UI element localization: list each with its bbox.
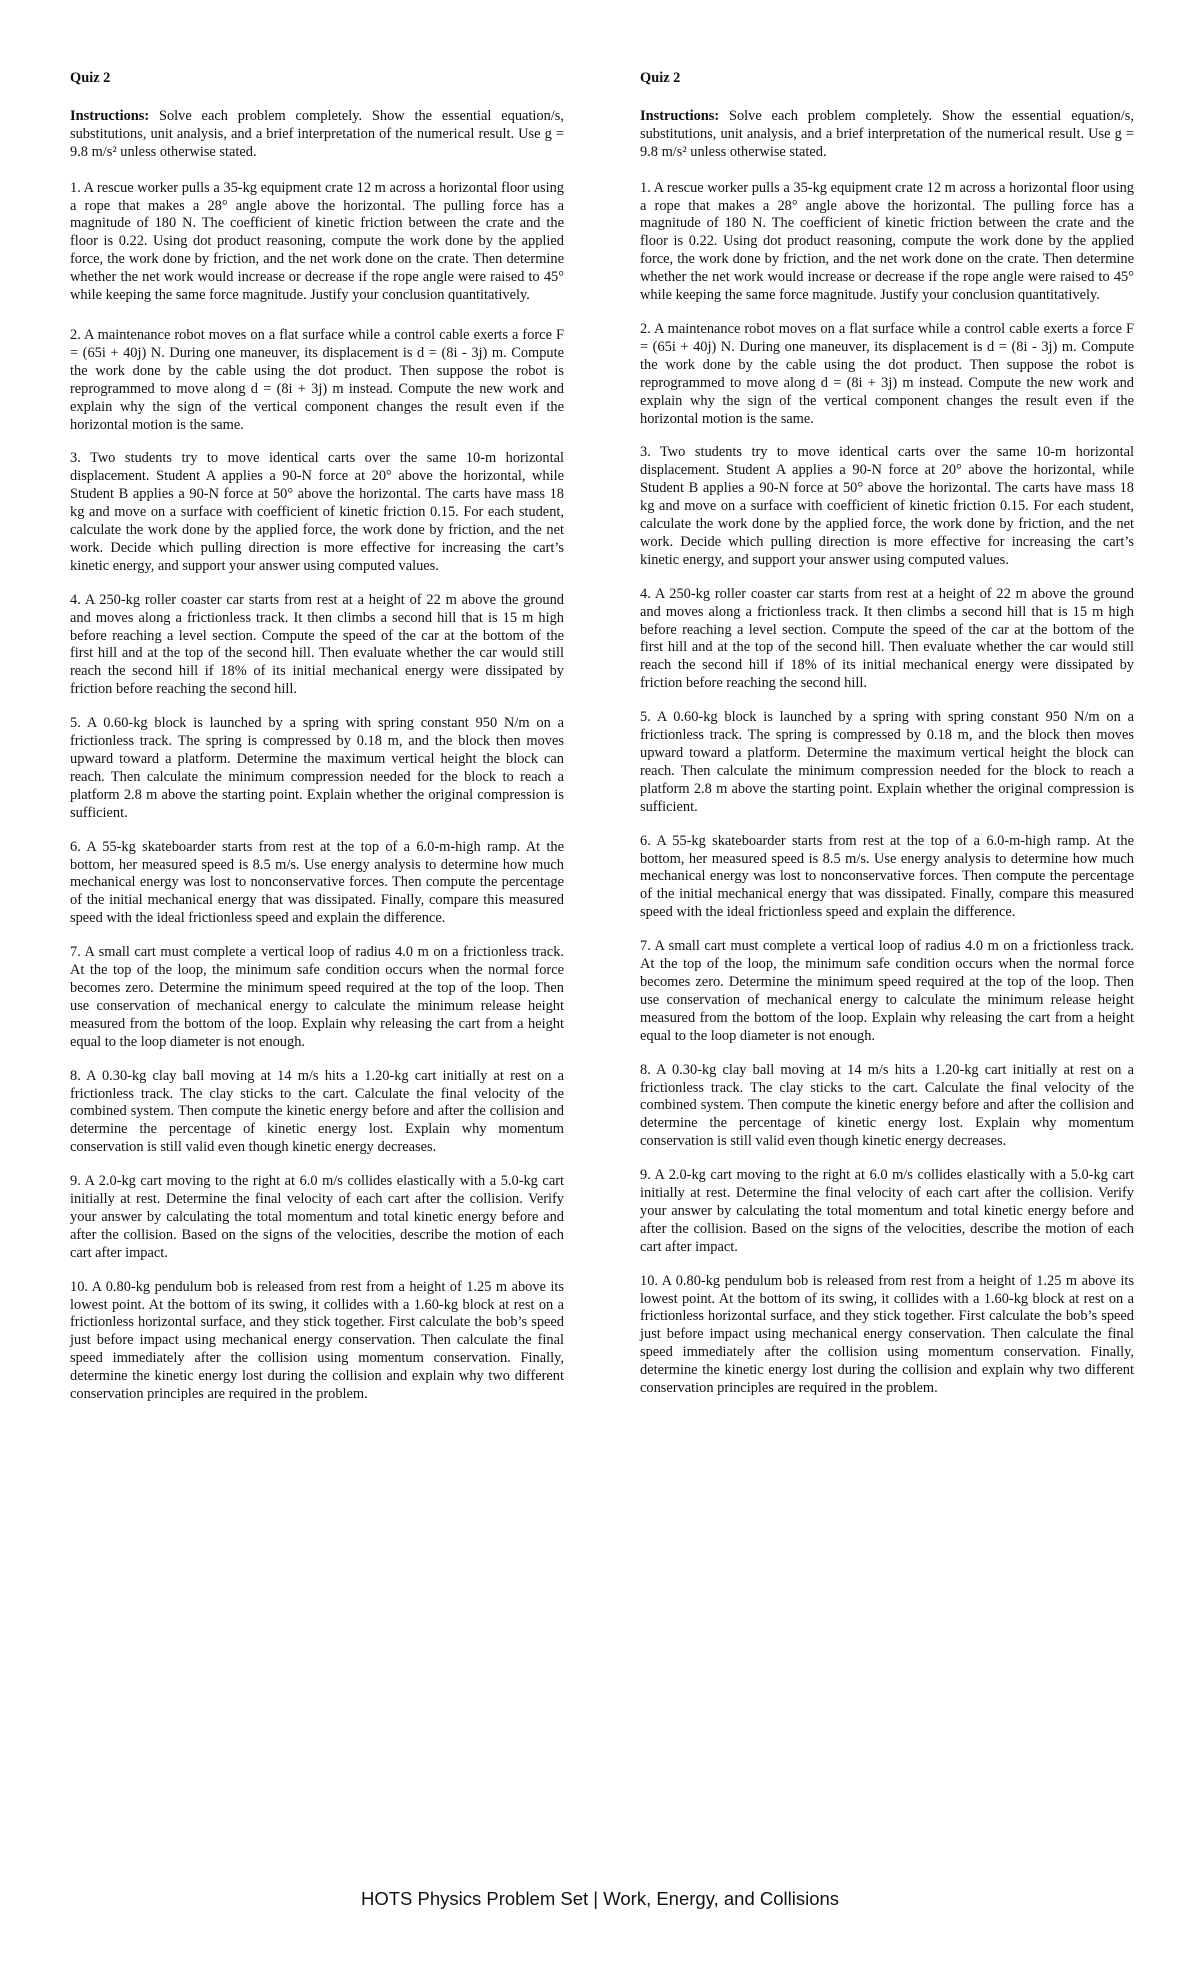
problem-10: 10. A 0.80-kg pendulum bob is released from rest from a height of 1.25 m above its lowest point. At the bottom of its swing, it collides with a 1.60-kg block at rest on a frictionless horizontal surface, and they stick together. First calculate the bob’s speed just before impact using mechanical energy conservation. Then calculate the final speed immediately after the collision using momentum conservation. Finally, determine the kinetic energy lost during the collision and explain why two different conservation principles are required in the problem.	[70, 1278, 564, 1403]
problem-9: 9. A 2.0-kg cart moving to the right at 6.0 m/s collides elastically with a 5.0-kg cart initially at rest. Determine the final velocity of each cart after the collision. Verify your answer by calculating the total momentum and total kinetic energy before and after the collision. Based on the signs of the velocities, describe the motion of each cart after impact.	[70, 1173, 564, 1261]
problem-3: 3. Two students try to move identical carts over the same 10-m horizontal displacement. Student A applies a 90-N force at 20° above the horizontal, while Student B applies a 90-N force at 50° above the horizontal. The carts have mass 18 kg and move on a surface with coefficient of kinetic friction 0.15. For each student, calculate the work done by the applied force, the work done by friction, and the net work. Decide which pulling direction is more effective for increasing the cart’s kinetic energy, and support your answer using computed values.	[70, 450, 564, 574]
problem-4: 4. A 250-kg roller coaster car starts from rest at a height of 22 m above the ground and moves along a frictionless track. It then climbs a second hill that is 15 m high before reaching a level section. Compute the speed of the car at the bottom of the first hill and at the top of the second hill. Then evaluate whether the car would still reach the second hill if 18% of its initial mechanical energy were dissipated by friction before reaching the second hill.	[640, 585, 1134, 692]
instructions-text: Solve each problem completely. Show the essential equation/s, substitutions, unit analysis, and a brief interpretation of the numerical result. Use g = 9.8 m/s² unless otherwise stated.	[640, 107, 1134, 160]
instructions-lead: Instructions:	[70, 107, 150, 124]
problem-5: 5. A 0.60-kg block is launched by a spring with spring constant 950 N/m on a frictionless track. The spring is compressed by 0.18 m, and the block then moves upward toward a platform. Determine the maximum vertical height the block can reach. Then calculate the minimum compression needed for the block to reach a platform 2.8 m above the starting point. Explain whether the original compression is sufficient.	[70, 715, 564, 821]
instructions	[640, 108, 1134, 162]
problem-8: 8. A 0.30-kg clay ball moving at 14 m/s hits a 1.20-kg cart initially at rest on a frictionless track. The clay sticks to the cart. Calculate the final velocity of the combined system. Then compute the kinetic energy before and after the collision and determine the percentage of kinetic energy lost. Explain why momentum conservation is still valid even though kinetic energy decreases.	[640, 1061, 1134, 1150]
problem-3: 3. Two students try to move identical carts over the same 10-m horizontal displacement. Student A applies a 90-N force at 20° above the horizontal, while Student B applies a 90-N force at 50° above the horizontal. The carts have mass 18 kg and move on a surface with coefficient of kinetic friction 0.15. For each student, calculate the work done by the applied force, the work done by friction, and the net work. Decide which pulling direction is more effective for increasing the cart’s kinetic energy, and support your answer using computed values.	[640, 444, 1134, 568]
problem-9: 9. A 2.0-kg cart moving to the right at 6.0 m/s collides elastically with a 5.0-kg cart initially at rest. Determine the final velocity of each cart after the collision. Verify your answer by calculating the total momentum and total kinetic energy before and after the collision. Based on the signs of the velocities, describe the motion of each cart after impact.	[640, 1167, 1134, 1255]
problem-6: 6. A 55-kg skateboarder starts from rest at the top of a 6.0-m-high ramp. At the bottom, her measured speed is 8.5 m/s. Use energy analysis to determine how much mechanical energy was lost to nonconservative forces. Then compute the percentage of the initial mechanical energy that was dissipated. Finally, compare this measured speed with the ideal frictionless speed and explain the difference.	[640, 832, 1134, 921]
problem-5: 5. A 0.60-kg block is launched by a spring with spring constant 950 N/m on a frictionless track. The spring is compressed by 0.18 m, and the block then moves upward toward a platform. Determine the maximum vertical height the block can reach. Then calculate the minimum compression needed for the block to reach a platform 2.8 m above the starting point. Explain whether the original compression is sufficient.	[640, 709, 1134, 815]
problem-1: 1. A rescue worker pulls a 35-kg equipment crate 12 m across a horizontal floor using a rope that makes a 28° angle above the horizontal. The pulling force has a magnitude of 180 N. The coefficient of kinetic friction between the crate and the floor is 0.22. Using dot product reasoning, compute the work done by the applied force, the work done by friction, and the net work done on the crate. Then determine whether the net work would increase or decrease if the rope angle were raised to 45° while keeping the same force magnitude. Justify your conclusion quantitatively.	[640, 179, 1134, 304]
quiz-title: Quiz 2	[70, 70, 111, 86]
problem-6: 6. A 55-kg skateboarder starts from rest at the top of a 6.0-m-high ramp. At the bottom, her measured speed is 8.5 m/s. Use energy analysis to determine how much mechanical energy was lost to nonconservative forces. Then compute the percentage of the initial mechanical energy that was dissipated. Finally, compare this measured speed with the ideal frictionless speed and explain the difference.	[70, 838, 564, 927]
page-footer: HOTS Physics Problem Set | Work, Energy, and Collisions	[360, 1888, 840, 1909]
quiz-column-left	[70, 70, 564, 1420]
problem-7: 7. A small cart must complete a vertical loop of radius 4.0 m on a frictionless track. At the top of the loop, the minimum safe condition occurs when the normal force becomes zero. Determine the minimum speed required at the top of the loop. Then use conservation of mechanical energy to calculate the minimum release height measured from the bottom of the loop. Explain why releasing the cart from a height equal to the loop diameter is not enough.	[640, 938, 1134, 1044]
instructions	[70, 108, 564, 162]
problem-7: 7. A small cart must complete a vertical loop of radius 4.0 m on a frictionless track. At the top of the loop, the minimum safe condition occurs when the normal force becomes zero. Determine the minimum speed required at the top of the loop. Then use conservation of mechanical energy to calculate the minimum release height measured from the bottom of the loop. Explain why releasing the cart from a height equal to the loop diameter is not enough.	[70, 944, 564, 1050]
instructions-text: Solve each problem completely. Show the essential equation/s, substitutions, unit analysis, and a brief interpretation of the numerical result. Use g = 9.8 m/s² unless otherwise stated.	[70, 107, 564, 160]
problem-10: 10. A 0.80-kg pendulum bob is released from rest from a height of 1.25 m above its lowest point. At the bottom of its swing, it collides with a 1.60-kg block at rest on a frictionless horizontal surface, and they stick together. First calculate the bob’s speed just before impact using mechanical energy conservation. Then calculate the final speed immediately after the collision using momentum conservation. Finally, determine the kinetic energy lost during the collision and explain why two different conservation principles are required in the problem.	[640, 1272, 1134, 1397]
problem-2: 2. A maintenance robot moves on a flat surface while a control cable exerts a force F = (65i + 40j) N. During one maneuver, its displacement is d = (8i - 3j) m. Compute the work done by the cable using the dot product. Then suppose the robot is reprogrammed to move along d = (8i + 3j) m instead. Compute the new work and explain why the sign of the vertical component changes the result even if the horizontal motion is the same.	[640, 320, 1134, 427]
instructions-lead: Instructions:	[640, 107, 720, 124]
quiz-title: Quiz 2	[640, 70, 681, 86]
problem-4: 4. A 250-kg roller coaster car starts from rest at a height of 22 m above the ground and moves along a frictionless track. It then climbs a second hill that is 15 m high before reaching a level section. Compute the speed of the car at the bottom of the first hill and at the top of the second hill. Then evaluate whether the car would still reach the second hill if 18% of its initial mechanical energy were dissipated by friction before reaching the second hill.	[70, 591, 564, 698]
quiz-column-right	[640, 70, 1134, 1414]
problem-1: 1. A rescue worker pulls a 35-kg equipment crate 12 m across a horizontal floor using a rope that makes a 28° angle above the horizontal. The pulling force has a magnitude of 180 N. The coefficient of kinetic friction between the crate and the floor is 0.22. Using dot product reasoning, compute the work done by the applied force, the work done by friction, and the net work done on the crate. Then determine whether the net work would increase or decrease if the rope angle were raised to 45° while keeping the same force magnitude. Justify your conclusion quantitatively.	[70, 179, 564, 304]
problem-2: 2. A maintenance robot moves on a flat surface while a control cable exerts a force F = (65i + 40j) N. During one maneuver, its displacement is d = (8i - 3j) m. Compute the work done by the cable using the dot product. Then suppose the robot is reprogrammed to move along d = (8i + 3j) m instead. Compute the new work and explain why the sign of the vertical component changes the result even if the horizontal motion is the same.	[70, 326, 564, 433]
problem-8: 8. A 0.30-kg clay ball moving at 14 m/s hits a 1.20-kg cart initially at rest on a frictionless track. The clay sticks to the cart. Calculate the final velocity of the combined system. Then compute the kinetic energy before and after the collision and determine the percentage of kinetic energy lost. Explain why momentum conservation is still valid even though kinetic energy decreases.	[70, 1067, 564, 1156]
